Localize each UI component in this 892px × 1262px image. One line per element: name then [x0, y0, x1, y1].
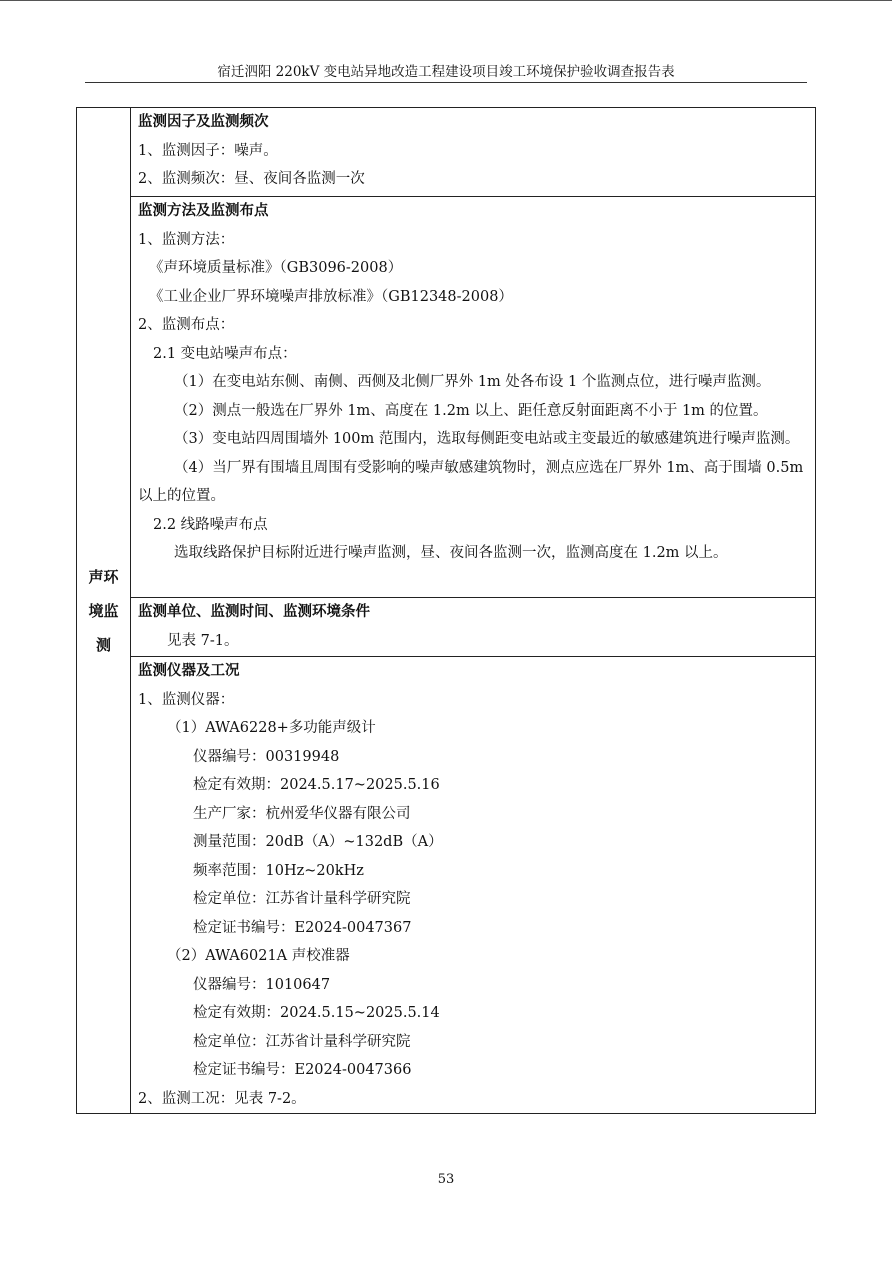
page-number: 53: [437, 1172, 455, 1187]
instrument-b-line: 检定单位：江苏省计量科学研究院: [193, 1033, 411, 1050]
instrument-a-line: 检定单位：江苏省计量科学研究院: [193, 891, 411, 907]
instrument-a-line: 检定证书编号：E2024-0047367: [193, 919, 412, 936]
methods-point-4: （4）当厂界有围墙且周围有受影响的噪声敏感建筑物时，测点应选在厂界外 1m、高于围墙 0.5m 以上的位置。: [138, 459, 804, 504]
methods-standard-2: 《工业企业厂界环境噪声排放标准》（GB12348-2008）: [149, 288, 513, 305]
section-label-cell: [77, 108, 131, 1114]
instrument-a-line: 测量范围：20dB（A）~132dB（A）: [193, 834, 443, 850]
top-border-line: [0, 0, 892, 1]
instruments-conditions: 2、监测工况：见表 7-2。: [138, 1090, 306, 1107]
section-label-line-1: 声环: [88, 567, 119, 586]
methods-standard-1: 《声环境质量标准》（GB3096-2008）: [149, 260, 403, 276]
methods-line-text: 选取线路保护目标附近进行噪声监测，昼、夜间各监测一次，监测高度在 1.2m 以上。: [174, 545, 728, 561]
instrument-b-line: 仪器编号：1010647: [193, 976, 331, 993]
methods-substation-heading: 2.1 变电站噪声布点：: [153, 345, 297, 362]
instrument-a-line: 生产厂家：杭州爱华仪器有限公司: [193, 805, 411, 822]
instrument-a-line: 检定有效期：2024.5.17~2025.5.16: [193, 777, 440, 793]
unit-line: 见表 7-1。: [167, 632, 239, 649]
methods-line-layout: 2、监测布点：: [138, 317, 235, 333]
instrument-a-line: 频率范围：10Hz~20kHz: [193, 862, 364, 879]
instrument-b-name: （2）AWA6021A 声校准器: [167, 948, 350, 964]
report-table: [76, 107, 816, 1114]
methods-line-1: 1、监测方法：: [138, 231, 235, 248]
instrument-b-line: 检定证书编号：E2024-0047366: [193, 1062, 412, 1078]
factors-section: [131, 108, 816, 197]
methods-title: 监测方法及监测布点: [138, 203, 269, 219]
methods-point-1: （1）在变电站东侧、南侧、西侧及北侧厂界外 1m 处各布设 1 个监测点位，进行噪声监测。: [174, 374, 771, 390]
factors-line-1: 1、监测因子：噪声。: [138, 142, 278, 159]
methods-point-2: （2）测点一般选在厂界外 1m、高度在 1.2m 以上、距任意反射面距离不小于 1m 的位置。: [174, 402, 768, 419]
methods-point-3: （3）变电站四周围墙外 100m 范围内，选取每侧距变电站或主变最近的敏感建筑进行噪声监测。: [174, 431, 800, 447]
instruments-title: 监测仪器及工况: [138, 663, 240, 679]
methods-line-heading: 2.2 线路噪声布点: [153, 516, 268, 533]
section-label-line-3: 测: [95, 635, 111, 654]
factors-line-2: 2、监测频次：昼、夜间各监测一次: [138, 171, 365, 187]
factors-title: 监测因子及监测频次: [138, 114, 269, 130]
instruments-section: [131, 657, 816, 1114]
instrument-b-line: 检定有效期：2024.5.15~2025.5.14: [193, 1005, 440, 1021]
instruments-line-1: 1、监测仪器：: [138, 691, 235, 708]
instrument-a-line: 仪器编号：00319948: [193, 748, 340, 765]
instrument-a-name: （1）AWA6228+多功能声级计: [167, 720, 376, 736]
unit-title: 监测单位、监测时间、监测环境条件: [138, 604, 370, 620]
page-header: 宿迁泗阳 220kV 变电站异地改造工程建设项目竣工环境保护验收调查报告表: [85, 62, 807, 83]
methods-section: [131, 197, 816, 598]
unit-section: [131, 598, 816, 657]
section-label-line-2: 境监: [88, 601, 119, 620]
